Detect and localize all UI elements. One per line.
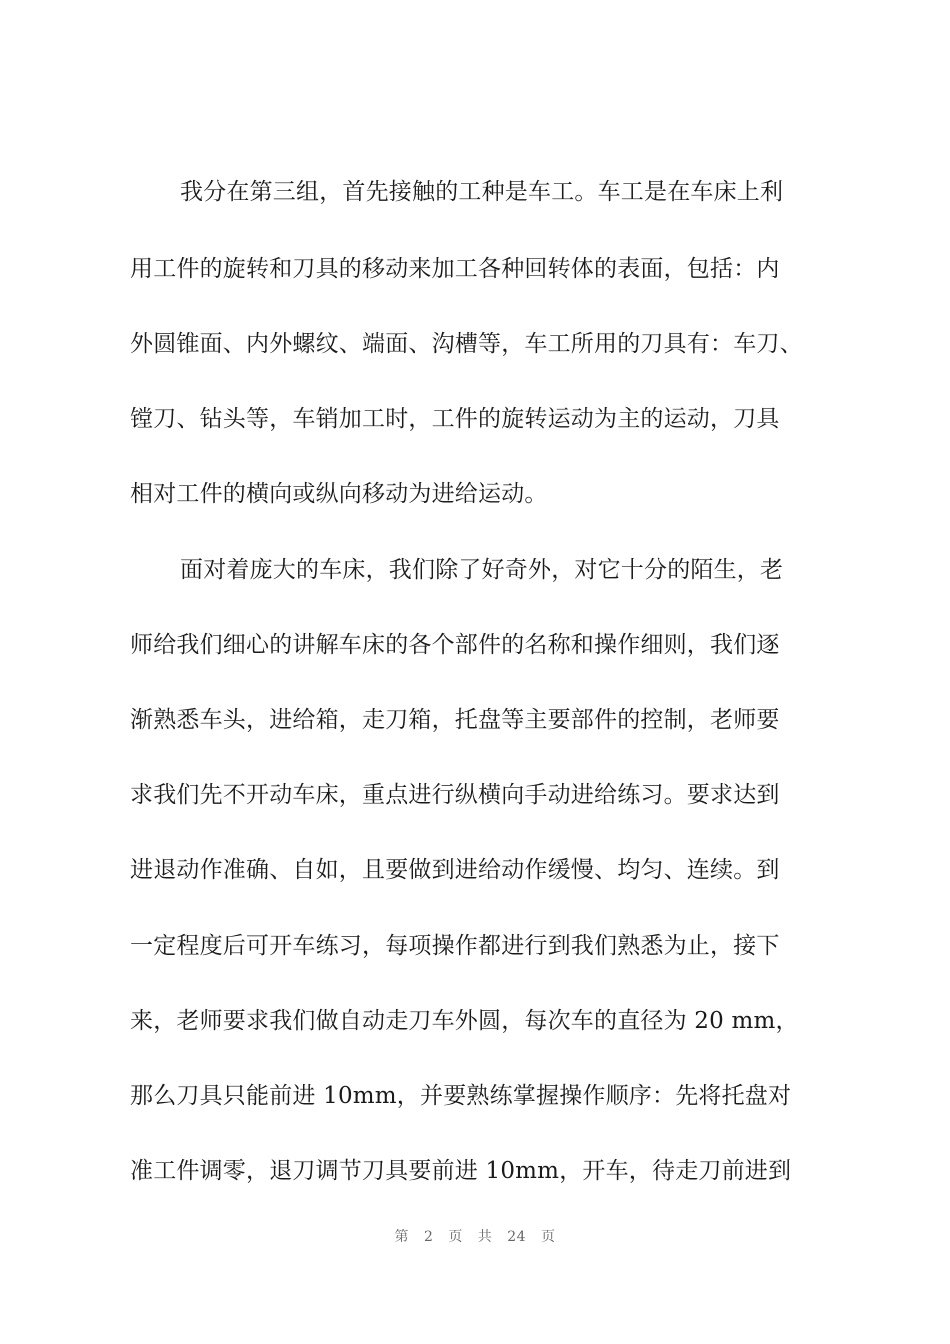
text-line: 相对工件的横向或纵向移动为进给运动。 <box>130 481 548 507</box>
text-line: 外圆锥面、内外螺纹、端面、沟槽等，车工所用的刀具有：车刀、 <box>130 331 803 357</box>
footer-total-pages: 24 <box>507 1229 527 1245</box>
text-line: 我分在第三组，首先接触的工种是车工。车工是在车床上利 <box>180 179 784 205</box>
footer-gong: 共 <box>477 1229 493 1245</box>
text-line: 用工件的旋转和刀具的移动来加工各种回转体的表面，包括：内 <box>130 256 780 282</box>
page-footer <box>0 1226 950 1246</box>
text-line: 面对着庞大的车床，我们除了好奇外，对它十分的陌生，老 <box>180 557 784 583</box>
footer-di: 第 <box>394 1229 409 1245</box>
text-line: 来，老师要求我们做自动走刀车外圆，每次车的直径为 20 mm， <box>130 1008 799 1034</box>
text-line: 一定程度后可开车练习，每项操作都进行到我们熟悉为止，接下 <box>130 933 780 959</box>
text-line: 进退动作准确、自如，且要做到进给动作缓慢、均匀、连续。到 <box>130 857 780 883</box>
text-line: 求我们先不开动车床，重点进行纵横向手动进给练习。要求达到 <box>130 782 780 808</box>
text-line: 准工件调零，退刀调节刀具要前进 10mm，开车，待走刀前进到 <box>130 1158 792 1184</box>
footer-page-number: 2 <box>423 1229 434 1245</box>
footer-ye: 页 <box>448 1229 463 1245</box>
footer-ye2: 页 <box>541 1229 556 1245</box>
text-line: 那么刀具只能前进 10mm，并要熟练掌握操作顺序：先将托盘对 <box>130 1083 792 1109</box>
text-line: 师给我们细心的讲解车床的各个部件的名称和操作细则，我们逐 <box>130 632 780 658</box>
text-line: 镗刀、钻头等，车销加工时，工件的旋转运动为主的运动，刀具 <box>130 406 780 432</box>
text-line: 渐熟悉车头，进给箱，走刀箱，托盘等主要部件的控制，老师要 <box>130 707 780 733</box>
